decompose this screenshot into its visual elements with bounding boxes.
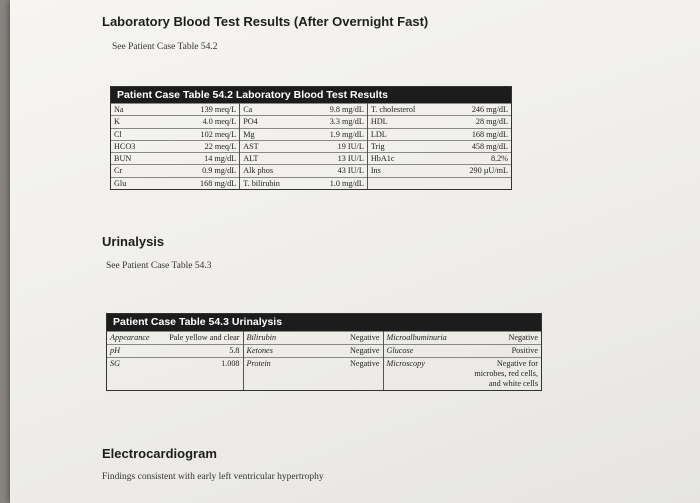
urine-row — [107, 345, 541, 358]
blood-test-name: PO4 — [240, 116, 283, 128]
blood-test-name: Mg — [240, 128, 283, 140]
ecg-heading: Electrocardiogram — [102, 446, 217, 461]
page-title: Laboratory Blood Test Results (After Overnight Fast) — [102, 14, 429, 29]
blood-test-name — [367, 177, 418, 189]
urine-test-value: 5.8 — [163, 345, 243, 358]
blood-test-value: 22 meq/L — [151, 140, 240, 152]
blood-row — [111, 153, 511, 165]
blood-test-value: 458 mg/dL — [418, 140, 511, 152]
blood-test-value — [418, 177, 511, 189]
urine-test-name: Ketones — [243, 345, 303, 358]
blood-test-value: 9.8 mg/dL — [283, 104, 367, 116]
blood-test-value: 14 mg/dL — [151, 153, 240, 165]
urine-row — [107, 358, 541, 391]
blood-test-name: Ins — [367, 165, 418, 177]
urinalysis-table-caption: Patient Case Table 54.3 Urinalysis — [107, 314, 541, 331]
blood-test-value: 139 meq/L — [151, 104, 240, 116]
urine-test-name: Microscopy — [383, 358, 463, 391]
urine-test-name: pH — [107, 345, 163, 358]
ecg-findings: Findings consistent with early left ventricular hypertrophy — [102, 472, 324, 482]
blood-table-caption: Patient Case Table 54.2 Laboratory Blood Test Results — [111, 87, 511, 103]
blood-test-value: 168 mg/dL — [151, 177, 240, 189]
blood-test-name: AST — [240, 140, 283, 152]
blood-test-name: ALT — [240, 153, 283, 165]
urine-test-name: Appearance — [107, 332, 163, 345]
blood-test-value: 290 µU/mL — [418, 165, 511, 177]
blood-test-name: BUN — [111, 153, 151, 165]
blood-test-name: T. bilirubin — [240, 177, 283, 189]
blood-test-value: 246 mg/dL — [418, 104, 511, 116]
urine-test-value: Negative — [303, 332, 383, 345]
blood-test-value: 0.9 mg/dL — [151, 165, 240, 177]
blood-row — [111, 104, 511, 116]
blood-row — [111, 140, 511, 152]
see-table-54-3: See Patient Case Table 54.3 — [106, 261, 212, 271]
blood-test-value: 168 mg/dL — [418, 128, 511, 140]
blood-test-name: HCO3 — [111, 140, 151, 152]
blood-row — [111, 165, 511, 177]
blood-test-name: LDL — [367, 128, 418, 140]
blood-test-name: T. cholesterol — [367, 104, 418, 116]
blood-test-name: Alk phos — [240, 165, 283, 177]
urine-test-name: Bilirubin — [243, 332, 303, 345]
urine-test-value: Positive — [463, 345, 541, 358]
urine-test-value: Negative — [463, 332, 541, 345]
blood-test-value: 1.0 mg/dL — [283, 177, 367, 189]
urine-test-name: Glucose — [383, 345, 463, 358]
blood-test-name: Ca — [240, 104, 283, 116]
urine-row — [107, 332, 541, 345]
blood-row — [111, 116, 511, 128]
blood-row — [111, 128, 511, 140]
urine-test-value: Negative for microbes, red cells, and white cells — [463, 358, 541, 391]
blood-test-value: 102 meq/L — [151, 128, 240, 140]
urine-test-value: Negative — [303, 358, 383, 391]
blood-test-table — [110, 86, 512, 190]
urine-test-value: Negative — [303, 345, 383, 358]
urine-test-name: SG — [107, 358, 163, 391]
urine-test-name: Protein — [243, 358, 303, 391]
blood-row — [111, 177, 511, 189]
blood-test-name: Cr — [111, 165, 151, 177]
blood-test-value: 8.2% — [418, 153, 511, 165]
blood-test-value: 19 IU/L — [283, 140, 367, 152]
urinalysis-heading: Urinalysis — [102, 234, 165, 249]
blood-test-value: 13 IU/L — [283, 153, 367, 165]
blood-test-value: 28 mg/dL — [418, 116, 511, 128]
urine-test-name: Microalbuminuria — [383, 332, 463, 345]
urinalysis-table — [106, 313, 542, 391]
see-table-54-2: See Patient Case Table 54.2 — [112, 42, 218, 52]
blood-test-name: HDL — [367, 116, 418, 128]
blood-test-name: K — [111, 116, 151, 128]
urine-test-value: 1.008 — [163, 358, 243, 391]
blood-test-name: HbA1c — [367, 153, 418, 165]
blood-test-name: Glu — [111, 177, 151, 189]
document-page — [10, 0, 700, 503]
blood-test-value: 3.3 mg/dL — [283, 116, 367, 128]
blood-test-value: 1.9 mg/dL — [283, 128, 367, 140]
blood-test-value: 43 IU/L — [283, 165, 367, 177]
blood-test-name: Cl — [111, 128, 151, 140]
blood-test-value: 4.0 meq/L — [151, 116, 240, 128]
urine-test-value: Pale yellow and clear — [163, 332, 243, 345]
blood-test-name: Na — [111, 104, 151, 116]
blood-test-name: Trig — [367, 140, 418, 152]
